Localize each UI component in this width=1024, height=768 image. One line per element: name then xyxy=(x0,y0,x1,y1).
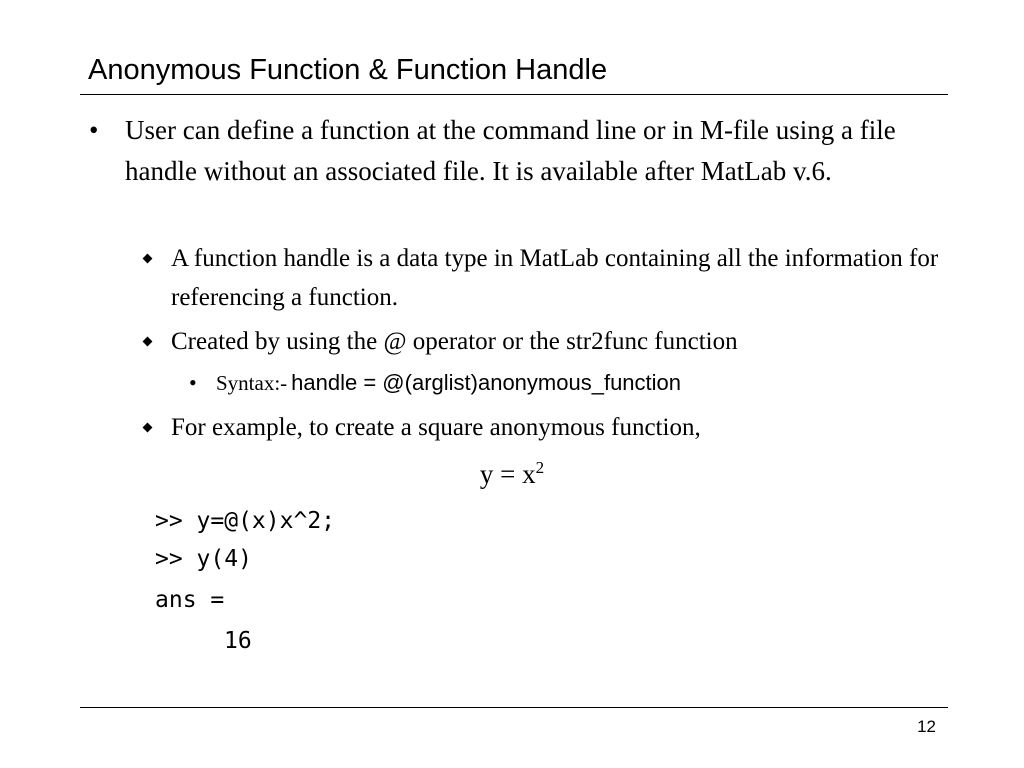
bullet-dot-icon: • xyxy=(189,370,197,395)
bullet-dot-icon: • xyxy=(89,115,99,145)
title-divider xyxy=(80,94,948,95)
square-equation xyxy=(0,456,1024,492)
syntax-code: handle = @(arglist)anonymous_function xyxy=(291,370,682,395)
footer-divider xyxy=(80,707,948,708)
diamond-bullet-icon xyxy=(143,423,153,433)
page-number: 12 xyxy=(917,717,936,736)
code-line-result: 16 xyxy=(224,628,252,654)
syntax-line xyxy=(216,364,681,405)
code-line-define: >> y=@(x)x^2; xyxy=(155,508,336,534)
equation-exponent: 2 xyxy=(535,458,545,477)
point-define-function: User can define a function at the command line or in M-file using a file handle without an associated file. It is available after MatLab v.6. xyxy=(125,115,896,186)
subpoint-example: For example, to create a square anonymous function, xyxy=(171,414,701,441)
equation-base: y = x xyxy=(479,459,536,489)
syntax-label: Syntax:- xyxy=(216,371,288,395)
slide-title: Anonymous Function & Function Handle xyxy=(88,54,608,86)
diamond-bullet-icon xyxy=(143,254,153,264)
code-line-call: >> y(4) xyxy=(155,546,252,572)
subpoint-created-by: Created by using the @ operator or the str2func function xyxy=(171,328,738,355)
diamond-bullet-icon xyxy=(143,337,153,347)
code-line-ans-label: ans = xyxy=(155,587,225,613)
subpoint-function-handle-datatype: A function handle is a data type in MatLab containing all the information for referencing a function. xyxy=(171,245,939,311)
